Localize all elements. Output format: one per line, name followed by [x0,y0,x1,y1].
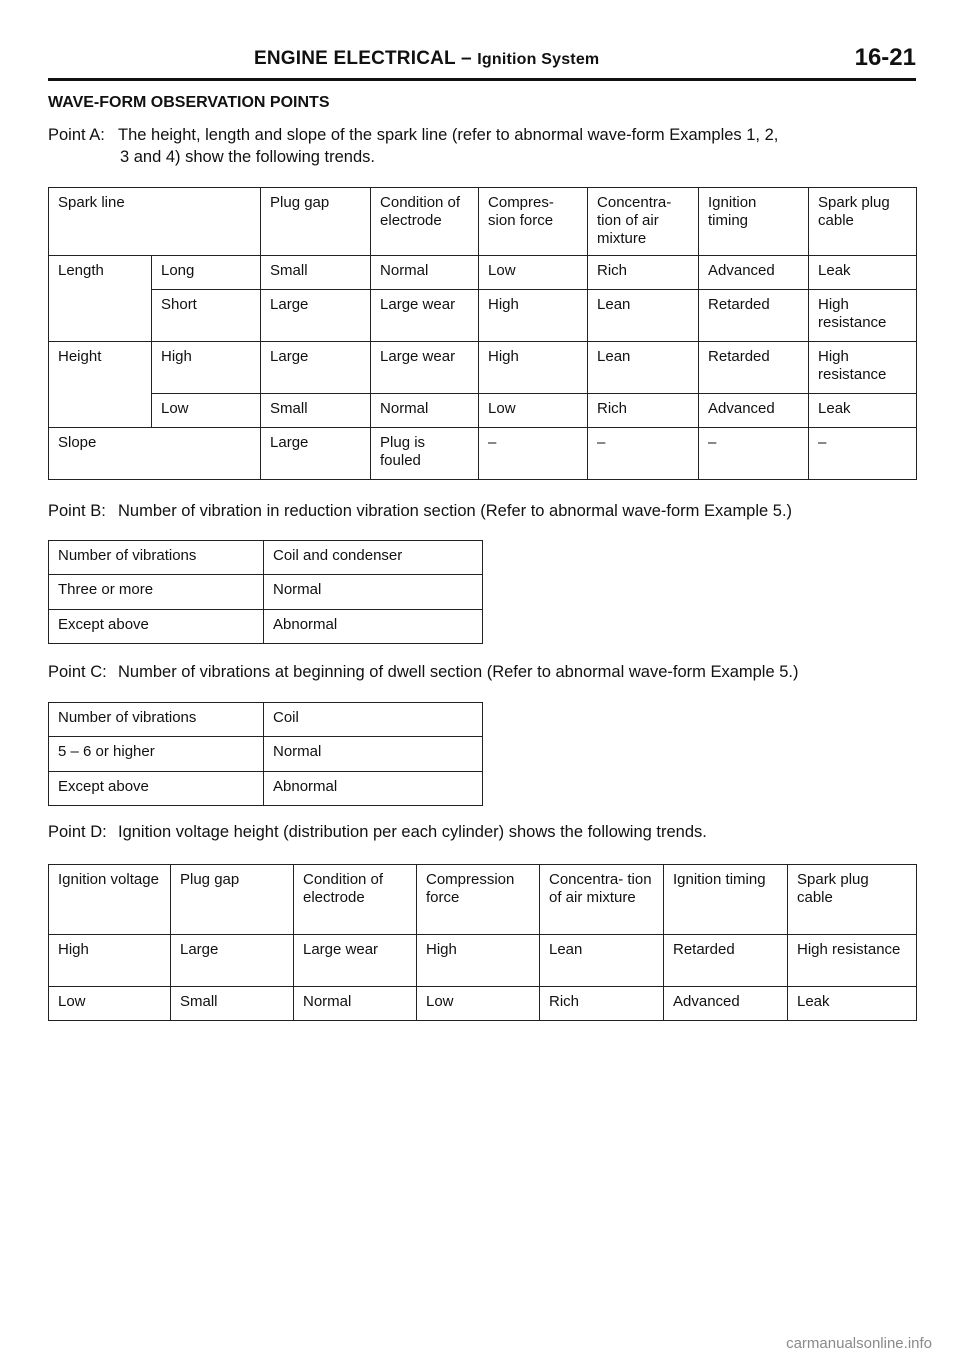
table-row [49,290,917,342]
table-d [48,864,917,1021]
table-cell: Normal [264,737,483,772]
table-cell: Small [261,256,371,290]
table-cell: Except above [49,610,264,644]
table-row [49,703,483,737]
table-cell: Large wear [371,342,479,394]
table-row [49,772,483,806]
table-cell: Leak [809,394,917,428]
section-title: WAVE-FORM OBSERVATION POINTS [48,94,330,111]
table-row [49,342,917,394]
table-row [49,935,917,987]
table-cell: Long [152,256,261,290]
point-a-text-2: 3 and 4) show the following trends. [120,148,375,166]
page-number: 16-21 [854,44,916,71]
table-row [49,610,483,644]
row-group-spacer [49,394,152,428]
table-cell: Lean [588,290,699,342]
point-b-lead: Point B: [48,502,106,520]
table-cell: High [49,935,171,987]
table-a [48,187,917,480]
row-group-spacer [49,290,152,342]
table-c [48,702,483,806]
table-d-header-cell: Concentra- tion of air mixture [540,865,664,935]
table-cell: High [152,342,261,394]
table-cell: High resistance [788,935,917,987]
table-cell: Large [171,935,294,987]
table-row [49,575,483,610]
table-cell: Abnormal [264,772,483,806]
table-cell: 5 – 6 or higher [49,737,264,772]
table-cell: Leak [788,987,917,1021]
table-cell: Rich [588,394,699,428]
table-cell: Short [152,290,261,342]
point-b-text: Number of vibration in reduction vibration section (Refer to abnormal wave-form Example 5.) [118,502,793,520]
point-d-paragraph [48,821,916,843]
header-title-sub: Ignition System [477,51,600,68]
table-cell: – [699,428,809,480]
table-row [49,987,917,1021]
point-b-paragraph [48,500,916,522]
table-cell: Leak [809,256,917,290]
table-cell: Abnormal [264,610,483,644]
point-a-lead: Point A: [48,126,105,144]
table-cell: Rich [540,987,664,1021]
point-a-paragraph [48,124,916,168]
table-d-header-row [49,865,917,935]
table-cell: Low [417,987,540,1021]
table-cell: – [588,428,699,480]
table-cell: Rich [588,256,699,290]
page-header [48,44,916,81]
table-cell: Low [49,987,171,1021]
table-cell: Retarded [699,290,809,342]
table-row [49,394,917,428]
header-title-main: ENGINE ELECTRICAL – [254,48,478,69]
table-cell: Retarded [699,342,809,394]
table-cell: Coil [264,703,483,737]
row-group-label: Slope [49,428,261,480]
table-cell: Normal [264,575,483,610]
table-d-header-cell: Spark plug cable [788,865,917,935]
table-a-header-cell: Plug gap [261,188,371,256]
table-cell: Large wear [371,290,479,342]
table-cell: Large [261,342,371,394]
table-cell: Low [479,394,588,428]
table-cell: Small [261,394,371,428]
table-row [49,428,917,480]
table-cell: Small [171,987,294,1021]
table-cell: High resistance [809,290,917,342]
table-d-header-cell: Ignition timing [664,865,788,935]
table-cell: Normal [294,987,417,1021]
table-cell: Large [261,290,371,342]
table-cell: Large wear [294,935,417,987]
table-d-header-cell: Plug gap [171,865,294,935]
table-d-header-cell: Compression force [417,865,540,935]
watermark-text[interactable]: carmanualsonline.info [786,1335,932,1352]
table-cell: Except above [49,772,264,806]
table-a-header-row [49,188,917,256]
table-cell: Advanced [699,394,809,428]
table-cell: Number of vibrations [49,541,264,575]
table-a-header-cell: Spark line [49,188,261,256]
row-group-label: Height [49,342,152,394]
table-cell: Number of vibrations [49,703,264,737]
point-c-text: Number of vibrations at beginning of dwell section (Refer to abnormal wave-form Example 5.) [118,663,799,681]
header-title [254,48,599,70]
point-d-text: Ignition voltage height (distribution per each cylinder) shows the following trends. [118,823,707,841]
table-cell: High [479,342,588,394]
row-group-label: Length [49,256,152,290]
table-d-header-cell: Ignition voltage [49,865,171,935]
table-a-header-cell: Ignition timing [699,188,809,256]
table-d-header-cell: Condition of electrode [294,865,417,935]
table-row [49,737,483,772]
table-cell: Low [479,256,588,290]
table-cell: – [479,428,588,480]
table-a-header-cell: Concentra- tion of air mixture [588,188,699,256]
table-cell: Lean [540,935,664,987]
table-cell: Low [152,394,261,428]
table-cell: Advanced [664,987,788,1021]
table-cell: Advanced [699,256,809,290]
table-cell: Coil and condenser [264,541,483,575]
table-cell: – [809,428,917,480]
table-cell: High resistance [809,342,917,394]
table-cell: Normal [371,256,479,290]
table-cell: Three or more [49,575,264,610]
table-row [49,256,917,290]
table-row [49,541,483,575]
table-cell: Retarded [664,935,788,987]
point-c-lead: Point C: [48,663,107,681]
table-b [48,540,483,644]
table-a-header-cell: Compres- sion force [479,188,588,256]
table-cell: Lean [588,342,699,394]
table-a-header-cell: Spark plug cable [809,188,917,256]
table-cell: Large [261,428,371,480]
point-d-lead: Point D: [48,823,107,841]
table-cell: Normal [371,394,479,428]
point-c-paragraph [48,661,916,683]
table-cell: High [479,290,588,342]
table-a-header-cell: Condition of electrode [371,188,479,256]
point-a-text-1: The height, length and slope of the spark line (refer to abnormal wave-form Examples 1, 2, [118,126,779,144]
table-cell: High [417,935,540,987]
table-cell: Plug is fouled [371,428,479,480]
